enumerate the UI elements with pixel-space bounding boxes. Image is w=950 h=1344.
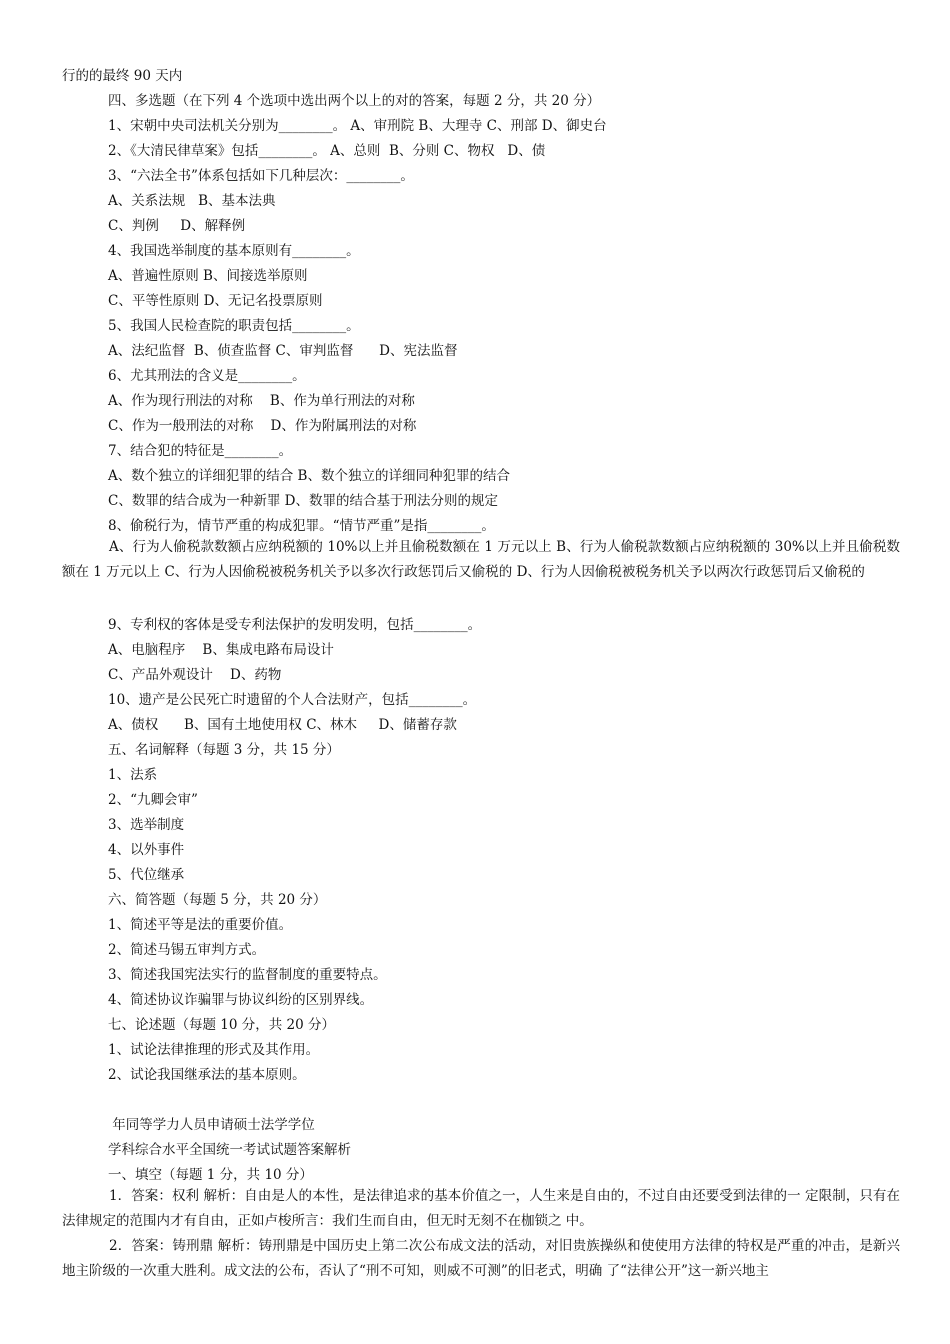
question-line: 7、结合犯的特征是________。 [108,443,293,459]
short-answer-item: 4、简述协议诈骗罪与协议纠纷的区别界线。 [108,992,374,1008]
short-answer-item: 3、简述我国宪法实行的监督制度的重要特点。 [108,967,387,983]
section-heading-short-answer: 六、简答题（每题 5 分，共 20 分） [108,892,327,908]
question-line: 2、《大清民律草案》包括________。 A、总则 B、分则 C、物权 D、债 [108,143,546,159]
option-line: C、数罪的结合成为一种新罪 D、数罪的结合基于刑法分则的规定 [108,493,498,509]
answer-paragraph-2: 2．答案：铸刑鼎 解析：铸刑鼎是中国历史上第二次公布成文法的活动，对旧贵族操纵和使使用方法律的特权是严重的冲击，是新兴地主阶级的一次重大胜利。成文法的公布，否认了“刑不可知，则威不可测”的旧老式，明确 了“法律公开”这一新兴地主 [62,1238,900,1279]
answer-title-line1: 年同等学力人员申请硕士法学学位 [108,1117,315,1133]
question-line: 5、我国人民检查院的职责包括________。 [108,318,360,334]
option-line: C、产品外观设计 D、药物 [108,667,282,683]
option-line: A、债权 B、国有土地使用权 C、林木 D、储蓄存款 [108,717,457,733]
essay-item: 1、试论法律推理的形式及其作用。 [108,1042,320,1058]
question-line: 3、“六法全书”体系包括如下几种层次：________。 [108,168,414,184]
option-line: A、普遍性原则 B、间接选举原则 [108,268,308,284]
option-line: A、作为现行刑法的对称 B、作为单行刑法的对称 [108,393,415,409]
short-answer-item: 2、简述马锡五审判方式。 [108,942,266,958]
term-item: 3、选举制度 [108,817,185,833]
term-item: 5、代位继承 [108,867,185,883]
option-line: A、数个独立的详细犯罪的结合 B、数个独立的详细同种犯罪的结合 [108,468,510,484]
term-item: 1、法系 [108,767,158,783]
option-line: C、平等性原则 D、无记名投票原则 [108,293,323,309]
question-line: 4、我国选举制度的基本原则有________。 [108,243,360,259]
short-answer-item: 1、简述平等是法的重要价值。 [108,917,293,933]
option-line: A、法纪监督 B、侦查监督 C、审判监督 D、宪法监督 [108,343,458,359]
answer-title-line2: 学科综合水平全国统一考试试题答案解析 [108,1142,351,1158]
section-heading-multiple-choice: 四、多选题（在下列 4 个选项中选出两个以上的对的答案，每题 2 分，共 20 分） [108,93,601,109]
option-line: C、判例 D、解释例 [108,218,246,234]
question-line: 1、宋朝中央司法机关分别为________。 A、审刑院 B、大理寺 C、刑部 D、御史台 [108,118,607,134]
line-continued: 行的的最终 90 天内 [62,68,183,84]
option-line: A、电脑程序 B、集成电路布局设计 [108,642,334,658]
section-heading-essay: 七、论述题（每题 10 分，共 20 分） [108,1017,336,1033]
options-paragraph: A、行为人偷税款数额占应纳税额的 10%以上并且偷税数额在 1 万元以上 B、行为人偷税款数额占应纳税额的 30%以上并且偷税数额在 1 万元以上 C、行为人因偷税被税务机关予以多次行政惩罚后又偷税的 D、行为人因偷税被税务机关予以两次行政惩罚后又偷税的 [62,539,900,580]
section-heading-terms: 五、名词解释（每题 3 分，共 15 分） [108,742,340,758]
option-line: A、关系法规 B、基本法典 [108,193,276,209]
option-line: C、作为一般刑法的对称 D、作为附属刑法的对称 [108,418,417,434]
term-item: 4、以外事件 [108,842,185,858]
question-line: 10、遗产是公民死亡时遗留的个人合法财产，包括________。 [108,692,477,708]
term-item: 2、“九卿会审” [108,792,198,808]
question-line: 6、尤其刑法的含义是________。 [108,368,306,384]
question-line: 9、专利权的客体是受专利法保护的发明发明，包括________。 [108,617,482,633]
section-heading-fill-in: 一、填空（每题 1 分，共 10 分） [108,1167,313,1183]
answer-paragraph-1: 1．答案：权利 解析：自由是人的本性，是法律追求的基本价值之一，人生来是自由的，不过自由还要受到法律的一 定限制，只有在法律规定的范围内才有自由，正如卢梭所言：我们生而自由，但无时无刻不在枷锁之 中。 [62,1188,900,1229]
question-line: 8、偷税行为，情节严重的构成犯罪。“情节严重”是指________。 [108,518,495,534]
essay-item: 2、试论我国继承法的基本原则。 [108,1067,306,1083]
